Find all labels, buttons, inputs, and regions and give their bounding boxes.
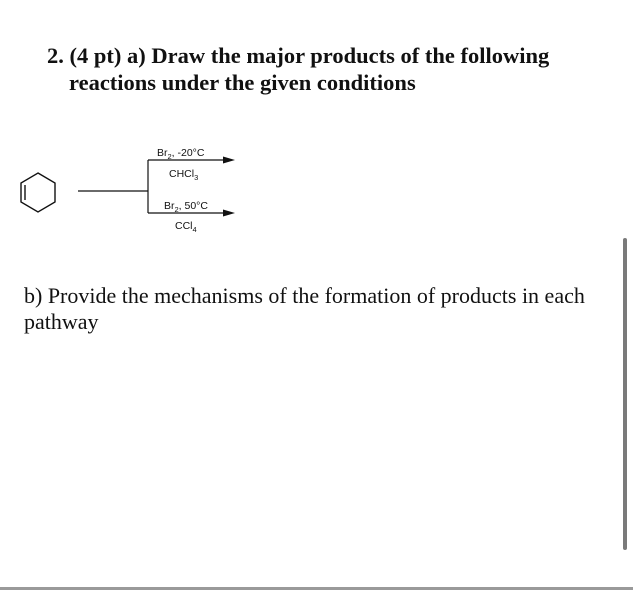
bottom-arrowhead [223, 210, 235, 217]
vertical-scrollbar[interactable] [623, 238, 627, 550]
top-solvent-label: CHCl$_3$ [169, 168, 199, 182]
bottom-reagent-label: $Br_2$, 50°C [164, 200, 208, 214]
question-heading-line1: 2. (4 pt) a) Draw the major products of the following [47, 43, 550, 68]
top-arrowhead [223, 157, 235, 164]
cyclohexene-structure [21, 173, 55, 212]
question-heading-line2: reactions under the given conditions [69, 70, 416, 95]
reaction-scheme [0, 0, 633, 260]
top-reagent-label: $Br_2$, -20°C [157, 147, 205, 161]
part-b-prompt: b) Provide the mechanisms of the formation of products in each pathway [24, 283, 585, 334]
bottom-solvent-label: CCl$_4$ [175, 220, 197, 234]
